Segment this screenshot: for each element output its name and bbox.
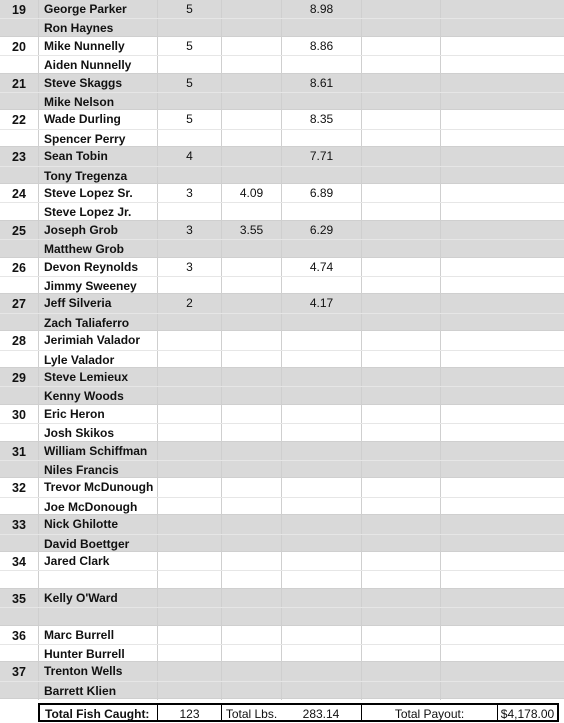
- rank-cell: 37: [12, 665, 26, 680]
- angler-1-name: Mike Nunnelly: [38, 37, 157, 55]
- totals-row: [0, 703, 564, 722]
- rank-cell: 28: [12, 334, 26, 349]
- angler-1-name: Steve Lopez Sr.: [38, 184, 157, 202]
- rank-cell: 32: [12, 481, 26, 496]
- angler-1-name: Devon Reynolds: [38, 258, 157, 276]
- empty-cell: [361, 589, 440, 607]
- angler-2-name: David Boettger: [38, 535, 157, 553]
- total-weight-cell: 4.74: [281, 258, 361, 276]
- angler-2-name: Matthew Grob: [38, 240, 157, 258]
- angler-1-name: Nick Ghilotte: [38, 515, 157, 533]
- angler-1-name: William Schiffman: [38, 442, 157, 460]
- rank-cell: 34: [12, 554, 26, 569]
- empty-cell: [361, 626, 440, 644]
- fish-count-cell: [157, 515, 221, 533]
- big-fish-cell: [221, 37, 281, 55]
- total-weight-cell: [281, 368, 361, 386]
- rank-cell: 19: [12, 3, 26, 17]
- empty-cell: [440, 478, 562, 496]
- angler-2-name: Aiden Nunnelly: [38, 56, 157, 74]
- angler-2-name: Kenny Woods: [38, 387, 157, 405]
- angler-1-name: Wade Durling: [38, 110, 157, 128]
- empty-cell: [440, 442, 562, 460]
- rank-cell: 27: [12, 297, 26, 312]
- fish-count-cell: 3: [157, 258, 221, 276]
- angler-1-name: Sean Tobin: [38, 147, 157, 165]
- big-fish-cell: 3.55: [221, 221, 281, 239]
- total-weight-cell: 6.29: [281, 221, 361, 239]
- angler-1-name: Marc Burrell: [38, 626, 157, 644]
- total-weight-cell: 8.86: [281, 37, 361, 55]
- empty-cell: [440, 589, 562, 607]
- total-weight-cell: 8.35: [281, 110, 361, 128]
- team-row-line-1: [0, 442, 564, 460]
- team-row-line-1: [0, 147, 564, 165]
- team-row-line-1: [0, 478, 564, 496]
- fish-count-cell: 5: [157, 74, 221, 92]
- big-fish-cell: [221, 331, 281, 349]
- empty-cell: [440, 74, 562, 92]
- rank-cell: 25: [12, 223, 26, 238]
- team-row: [0, 442, 564, 479]
- empty-cell: [361, 258, 440, 276]
- big-fish-cell: [221, 662, 281, 680]
- angler-1-name: Jared Clark: [38, 552, 157, 570]
- angler-2-name: Niles Francis: [38, 461, 157, 479]
- empty-cell: [361, 478, 440, 496]
- empty-cell: [440, 405, 562, 423]
- total-weight-cell: 8.61: [281, 74, 361, 92]
- empty-cell: [440, 147, 562, 165]
- team-row-line-1: [0, 589, 564, 607]
- angler-2-name: Hunter Burrell: [38, 645, 157, 663]
- team-row: [0, 662, 564, 699]
- empty-cell: [440, 110, 562, 128]
- team-row: [0, 110, 564, 147]
- empty-cell: [361, 147, 440, 165]
- empty-cell: [361, 110, 440, 128]
- empty-cell: [361, 552, 440, 570]
- team-row: [0, 331, 564, 368]
- angler-2-name: Spencer Perry: [38, 130, 157, 148]
- empty-cell: [361, 37, 440, 55]
- fish-count-cell: [157, 589, 221, 607]
- empty-cell: [440, 221, 562, 239]
- fish-count-cell: [157, 442, 221, 460]
- big-fish-cell: [221, 258, 281, 276]
- total-weight-cell: [281, 626, 361, 644]
- rank-cell: 30: [12, 407, 26, 422]
- angler-1-name: Jeff Silveria: [38, 294, 157, 312]
- rank-cell: 22: [12, 113, 26, 128]
- angler-2-name: Ron Haynes: [38, 19, 157, 37]
- fish-count-cell: [157, 626, 221, 644]
- rank-cell: 23: [12, 150, 26, 165]
- empty-cell: [440, 552, 562, 570]
- team-row-line-1: [0, 110, 564, 128]
- empty-cell: [361, 184, 440, 202]
- total-weight-cell: 4.17: [281, 294, 361, 312]
- rank-cell: 21: [12, 76, 26, 91]
- empty-cell: [361, 405, 440, 423]
- fish-count-cell: 4: [157, 147, 221, 165]
- team-row: [0, 294, 564, 331]
- empty-cell: [440, 258, 562, 276]
- team-row-line-1: [0, 221, 564, 239]
- angler-2-name: Joe McDonough: [38, 498, 157, 516]
- angler-2-name: Jimmy Sweeney: [38, 277, 157, 295]
- big-fish-cell: [221, 110, 281, 128]
- big-fish-cell: [221, 478, 281, 496]
- total-lbs-value: 283.14: [281, 703, 361, 722]
- empty-cell: [440, 515, 562, 533]
- empty-cell: [361, 294, 440, 312]
- team-row: [0, 515, 564, 552]
- empty-cell: [361, 368, 440, 386]
- total-fish-value: 123: [157, 703, 221, 722]
- angler-1-name: Joseph Grob: [38, 221, 157, 239]
- big-fish-cell: [221, 74, 281, 92]
- rank-cell: 20: [12, 39, 26, 54]
- angler-1-name: Trenton Wells: [38, 662, 157, 680]
- big-fish-cell: [221, 515, 281, 533]
- team-row: [0, 37, 564, 74]
- empty-cell: [440, 626, 562, 644]
- team-row-line-1: [0, 515, 564, 533]
- angler-1-name: Steve Skaggs: [38, 74, 157, 92]
- team-row-line-1: [0, 184, 564, 202]
- empty-cell: [440, 331, 562, 349]
- total-fish-label: Total Fish Caught:: [38, 703, 157, 722]
- big-fish-cell: [221, 589, 281, 607]
- big-fish-cell: [221, 626, 281, 644]
- empty-cell: [361, 662, 440, 680]
- fish-count-cell: [157, 331, 221, 349]
- team-row: [0, 368, 564, 405]
- fish-count-cell: 5: [157, 110, 221, 128]
- total-weight-cell: [281, 442, 361, 460]
- team-row: [0, 589, 564, 626]
- team-row: [0, 626, 564, 663]
- empty-cell: [440, 37, 562, 55]
- angler-1-name: Jerimiah Valador: [38, 331, 157, 349]
- empty-cell: [440, 368, 562, 386]
- angler-2-name: Mike Nelson: [38, 93, 157, 111]
- team-row: [0, 184, 564, 221]
- total-weight-cell: [281, 478, 361, 496]
- empty-cell: [440, 0, 562, 18]
- total-weight-cell: [281, 405, 361, 423]
- total-weight-cell: 7.71: [281, 147, 361, 165]
- fish-count-cell: 5: [157, 0, 221, 18]
- team-row: [0, 552, 564, 589]
- rank-cell: 31: [12, 444, 26, 459]
- big-fish-cell: [221, 294, 281, 312]
- team-row-line-1: [0, 37, 564, 55]
- empty-cell: [361, 515, 440, 533]
- rank-cell: 35: [12, 591, 26, 606]
- angler-1-name: Eric Heron: [38, 405, 157, 423]
- team-row: [0, 405, 564, 442]
- team-row-line-1: [0, 331, 564, 349]
- empty-cell: [361, 442, 440, 460]
- team-row-line-1: [0, 626, 564, 644]
- team-row-line-1: [0, 74, 564, 92]
- empty-cell: [361, 221, 440, 239]
- fish-count-cell: 5: [157, 37, 221, 55]
- rank-cell: 29: [12, 370, 26, 385]
- team-row-line-1: [0, 258, 564, 276]
- team-row-line-1: [0, 368, 564, 386]
- total-weight-cell: [281, 589, 361, 607]
- rank-cell: 26: [12, 260, 26, 275]
- total-weight-cell: [281, 331, 361, 349]
- total-weight-cell: [281, 552, 361, 570]
- big-fish-cell: [221, 552, 281, 570]
- total-weight-cell: 8.98: [281, 0, 361, 18]
- angler-1-name: Trevor McDunough: [38, 478, 157, 496]
- fish-count-cell: [157, 368, 221, 386]
- team-row: [0, 74, 564, 111]
- total-weight-cell: [281, 515, 361, 533]
- total-weight-cell: [281, 662, 361, 680]
- angler-1-name: George Parker: [38, 0, 157, 18]
- fish-count-cell: [157, 405, 221, 423]
- big-fish-cell: [221, 368, 281, 386]
- fish-count-cell: 2: [157, 294, 221, 312]
- team-row-line-1: [0, 662, 564, 680]
- empty-cell: [361, 0, 440, 18]
- empty-cell: [440, 184, 562, 202]
- total-payout-value: $4,178.00: [497, 703, 559, 722]
- team-row-line-1: [0, 294, 564, 312]
- team-row: [0, 478, 564, 515]
- row-separator: [0, 698, 564, 699]
- rank-cell: 24: [12, 186, 26, 201]
- big-fish-cell: [221, 442, 281, 460]
- team-row-line-1: [0, 552, 564, 570]
- angler-2-name: Barrett Klien: [38, 682, 157, 700]
- empty-cell: [361, 74, 440, 92]
- big-fish-cell: [221, 405, 281, 423]
- big-fish-cell: [221, 147, 281, 165]
- fish-count-cell: [157, 662, 221, 680]
- team-row: [0, 0, 564, 37]
- big-fish-cell: 4.09: [221, 184, 281, 202]
- angler-2-name: Tony Tregenza: [38, 167, 157, 185]
- angler-1-name: Kelly O'Ward: [38, 589, 157, 607]
- team-row-line-1: [0, 405, 564, 423]
- team-row-line-1: [0, 0, 564, 18]
- team-row: [0, 147, 564, 184]
- fish-count-cell: 3: [157, 221, 221, 239]
- angler-2-name: Josh Skikos: [38, 424, 157, 442]
- empty-cell: [440, 662, 562, 680]
- empty-cell: [440, 294, 562, 312]
- empty-cell: [361, 331, 440, 349]
- rank-cell: 33: [12, 518, 26, 533]
- big-fish-cell: [221, 0, 281, 18]
- fish-count-cell: [157, 552, 221, 570]
- fish-count-cell: [157, 478, 221, 496]
- total-payout-label: Total Payout:: [361, 703, 497, 722]
- team-row: [0, 221, 564, 258]
- angler-2-name: Steve Lopez Jr.: [38, 203, 157, 221]
- total-weight-cell: 6.89: [281, 184, 361, 202]
- rank-cell: 36: [12, 628, 26, 643]
- total-lbs-label: Total Lbs.: [221, 703, 281, 722]
- angler-1-name: Steve Lemieux: [38, 368, 157, 386]
- angler-2-name: Zach Taliaferro: [38, 314, 157, 332]
- fish-count-cell: 3: [157, 184, 221, 202]
- angler-2-name: Lyle Valador: [38, 351, 157, 369]
- team-row: [0, 258, 564, 295]
